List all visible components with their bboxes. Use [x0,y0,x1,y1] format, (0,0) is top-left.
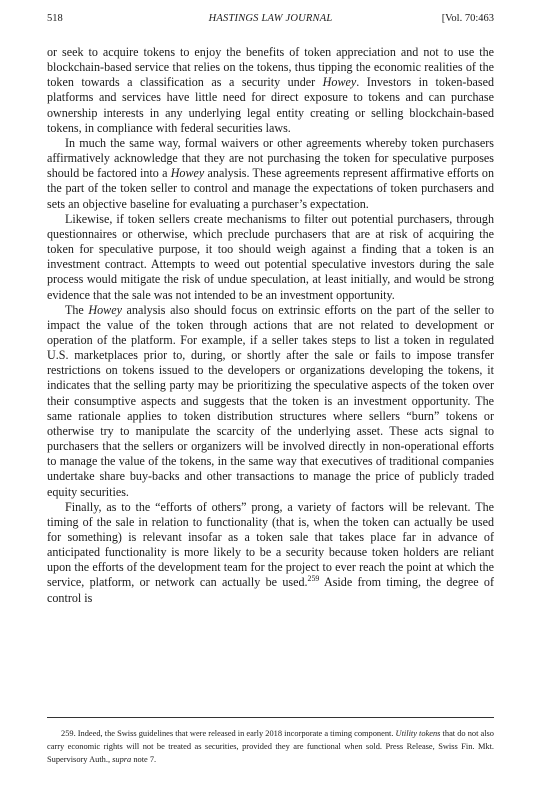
footnote-separator [47,717,494,718]
case-name-howey: Howey [88,302,122,317]
volume-citation: [Vol. 70:463 [441,13,494,24]
body-text [47,45,494,606]
paragraph-continued: or seek to acquire tokens to enjoy the benefits of token appreciation and not to use the blockchain-based service that relies on the tokens, thus tipping the economic realities of the token towards a classification as a security under Howey. Investors in token-based platforms and services have little need for direct exposure to tokens and can purchase ownership interests in any underlying legal entity creating or selling blockchain-based tokens, in compliance with federal securities laws. [47,45,494,135]
footnote-259: 259. Indeed, the Swiss guidelines that were released in early 2018 incorporate a timing component. Utility tokens that do not also carry economic rights will not be treated as securities, provided they are functional when sold. Press Release, Swiss Fin. Mkt. Supervisory Auth., supra note 7. [47,729,494,764]
paragraph-waivers: In much the same way, formal waivers or other agreements whereby token purchasers affirmatively acknowledge that they are not purchasing the token for speculative purposes should be factored into a Howey analysis. These agreements represent affirmative efforts on the part of the token seller to control and manage the expectations of token purchasers and sets an objective baseline for evaluating a purchaser’s expectation. [47,135,494,211]
running-head [47,12,494,26]
paragraph-filter-mechanisms: Likewise, if token sellers create mechanisms to filter out potential purchasers, through questionnaires or otherwise, which preclude purchasers that are at risk of acquiring the token for speculative purpose, it too should weigh against a finding that a token is an investment contract. Attempts to weed out potential speculative investors during the sale process would mitigate the risk of undue speculation, at least initially, and would be strong evidence that the sale was not intended to be an investment opportunity. [47,211,494,302]
page-number: 518 [47,13,63,24]
case-name-howey: Howey [170,166,205,181]
footnote-number: 259. [61,729,76,738]
paragraph-extrinsic-efforts: The Howey analysis also should focus on extrinsic efforts on the part of the seller to impact the value of the token through actions that are not related to development or operation of the platform. For example, if a seller takes steps to list a token in regulated U.S. marketplaces prior to, during, or shortly after the sale or fails to impose transfer restrictions on tokens issued to the developers or organizations developing the tokens, it indicates that the selling party may be prioritizing the speculative aspects of the token over their consumptive aspects and suggests that the token is an investment opportunity. The same rationale applies to token distribution structures where sellers “burn” tokens or otherwise try to manipulate the scarcity of the underlying asset. These acts signal to purchasers that the sellers or organizers will be involved directly in non-operational efforts to manage the value of the tokens, in the same way that executives of traditional companies undertake share buy-backs and other transactions to manage the price of publicly traded equity securities. [47,302,494,499]
case-name-howey: Howey [322,75,357,90]
journal-title: HASTINGS LAW JOURNAL [208,13,333,24]
footnote-reference[interactable]: 259 [307,574,320,584]
paragraph-efforts-of-others: Finally, as to the “efforts of others” prong, a variety of factors will be relevant. The timing of the sale in relation to functionality (that is, when the token can actually be used for something) is relevant insofar as a token sale that takes place far in advance of anticipated functionality is more likely to be a security because token holders are reliant upon the efforts of the development team for the project to ever reach the point at which the service, platform, or network can actually be used.$^{259}$ Aside from timing, the degree of control is [47,499,494,605]
